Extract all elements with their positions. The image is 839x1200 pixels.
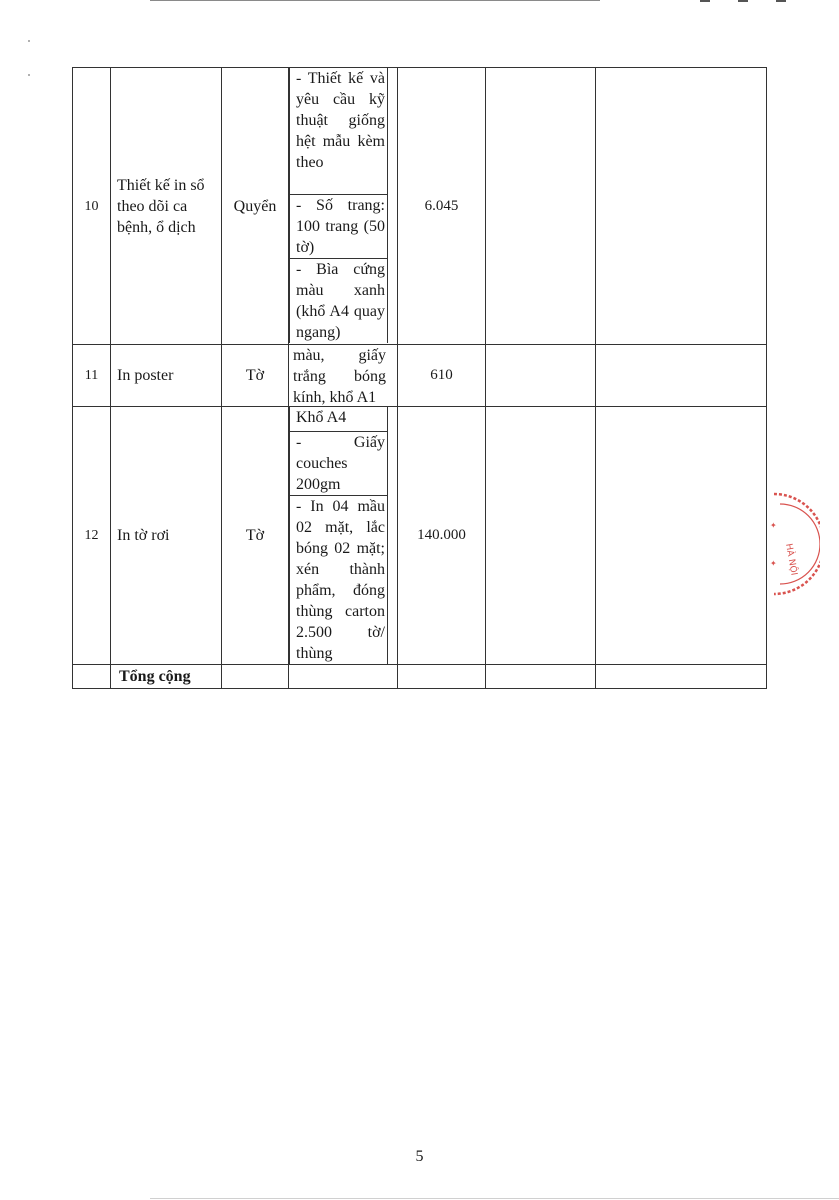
spec-line: màu, giấy trắng bóng kính, khổ A1: [293, 347, 386, 406]
stamp-text: HÀ NỘI: [783, 542, 799, 577]
row-stt: 12: [73, 407, 111, 665]
spec-line: - Số trang: 100 trang (50 tờ): [289, 195, 388, 259]
row-quantity: 610: [398, 345, 486, 407]
row-empty-cell: [222, 665, 289, 689]
top-scan-rule: [150, 0, 600, 1]
row-specs: [289, 68, 398, 345]
spec-line: - Thiết kế và yêu cầu kỹ thuật giống hệt mẫu kèm theo: [289, 68, 388, 195]
row-item-name: In poster: [111, 345, 222, 407]
row-unit: Tờ: [222, 345, 289, 407]
row-empty-cell: [596, 68, 767, 345]
spec-line: Khổ A4: [289, 407, 388, 432]
table-row: [73, 407, 767, 665]
row-empty-cell: [486, 665, 596, 689]
bottom-scan-rule: [150, 1198, 839, 1199]
row-empty-cell: [486, 407, 596, 665]
row-specs: [289, 407, 398, 665]
total-row: [73, 665, 767, 689]
row-empty-cell: [486, 345, 596, 407]
row-unit: Tờ: [222, 407, 289, 665]
row-item-name: Thiết kế in sổ theo dõi ca bệnh, ổ dịch: [111, 68, 222, 345]
scan-speck: [28, 74, 30, 76]
row-empty-cell: [289, 665, 398, 689]
row-empty-cell: [398, 665, 486, 689]
row-specs: [289, 345, 398, 407]
row-quantity: 6.045: [398, 68, 486, 345]
spec-line: - In 04 mầu 02 mặt, lắc bóng 02 mặt; xén thành phẩm, đóng thùng carton 2.500 tờ/ thùng: [289, 496, 388, 664]
official-seal-stamp: [760, 488, 820, 600]
row-quantity: 140.000: [398, 407, 486, 665]
items-table: [72, 67, 767, 689]
row-stt: 11: [73, 345, 111, 407]
page-number: 5: [415, 1148, 424, 1165]
stamp-star-icon: ✦: [770, 521, 777, 530]
row-empty-cell: [596, 345, 767, 407]
row-empty-cell: [596, 665, 767, 689]
row-stt: 10: [73, 68, 111, 345]
row-empty-cell: [73, 665, 111, 689]
top-scan-mark: [700, 0, 710, 2]
spec-line: - Giấy couches 200gm: [289, 432, 388, 496]
table-row: [73, 345, 767, 407]
top-scan-mark: [738, 0, 748, 2]
total-label: Tổng cộng: [111, 665, 222, 689]
stamp-star-icon: ✦: [770, 559, 777, 568]
top-scan-mark: [776, 0, 786, 2]
row-unit: Quyển: [222, 68, 289, 345]
row-item-name: In tờ rơi: [111, 407, 222, 665]
stamp-outer-ring: [774, 494, 820, 594]
row-empty-cell: [596, 407, 767, 665]
scan-speck: [28, 40, 30, 42]
row-empty-cell: [486, 68, 596, 345]
table-row: [73, 68, 767, 345]
spec-line: - Bìa cứng màu xanh (khổ A4 quay ngang): [289, 259, 388, 343]
